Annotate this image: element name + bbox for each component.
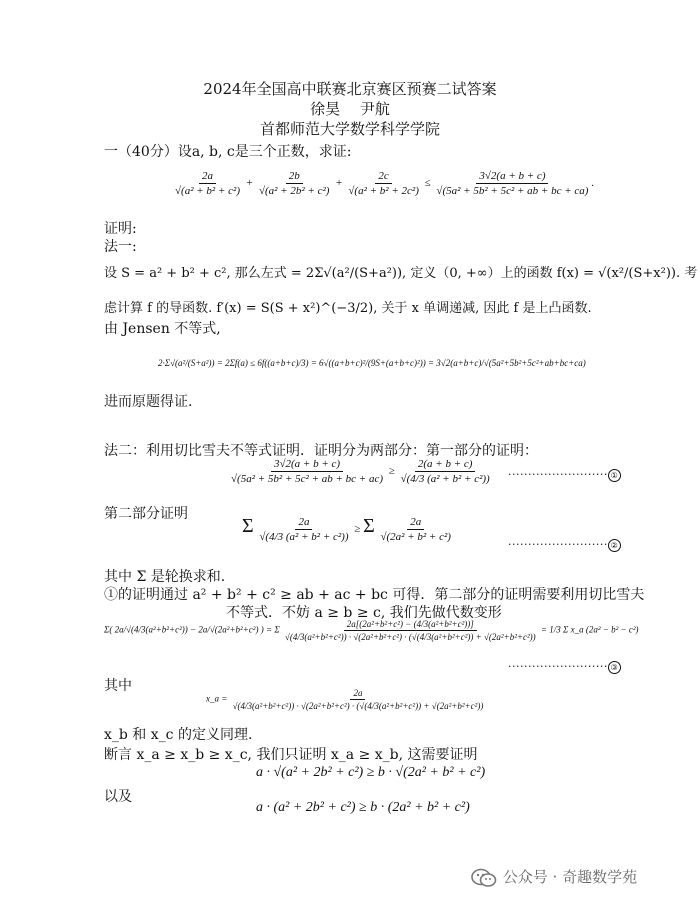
claim: 断言 x_a ≥ x_b ≥ x_c, 我们只证明 x_a ≥ x_b, 这需要证明 (104, 747, 478, 763)
watermark-text: 公众号 · 奇趣数学苑 (502, 868, 638, 886)
leader-dots-2: ························· ② (508, 538, 621, 552)
method1-line2: 虑计算 f 的导函数. f′(x) = S(S + x²)^(−3/2), 关于 x 单调递减, 因此 f 是上凸函数. (104, 301, 592, 316)
main-inequality: $\frac{2a}{\text{√(a² + b² + c²)}}$ + $\frac{2b}{\text{√(a² + 2b² + c²)}}$ + $\frac{2c}{\text{√(a² + b² + 2c²)}}$ ≤ $\frac{3√2(a + b + c)}{\text{√(5a² + 5b² + 5c² + ab + bc + ca)}}$ . (172, 170, 594, 197)
part1-rhs-den: √(4/3 (a² + b² + c²)) (400, 473, 490, 485)
marker-2: ② (608, 539, 621, 552)
part1-rhs-num: 2(a + b + c) (415, 458, 476, 472)
method2-intro: 法二：利用切比雪夫不等式证明．证明分为两部分：第一部分的证明： (104, 443, 538, 459)
part2-rhs-num: 2a (407, 516, 424, 530)
lhs1-den: √(a² + b² + c²) (175, 185, 240, 197)
problem-statement: 一（40分）设a, b, c是三个正数，求证: (104, 144, 352, 160)
where-label: 其中 (104, 678, 132, 694)
xa-den: √(4/3(a²+b²+c²)) · √(2a²+b²+c²) · (√(4/3(a²+b²+c²)) + √(2a²+b²+c²)) (232, 701, 484, 711)
lhs2-den: √(a² + 2b² + c²) (258, 185, 330, 197)
need-inequality-2: a · (a² + 2b² + c²) ≥ b · (2a² + b² + c²) (256, 800, 470, 815)
part2-lhs-num: 2a (295, 516, 312, 530)
leader-dots-3: ························· ③ (508, 660, 621, 674)
part2-lhs-den: √(4/3 (a² + b² + c²)) (259, 530, 349, 543)
sum-note: 其中 Σ 是轮换求和. (104, 569, 226, 585)
xa-num: 2a (350, 688, 365, 700)
part2-label: 第二部分证明 (104, 506, 188, 522)
transform-lhs: Σ( 2a/√(4/3(a²+b²+c²)) − 2a/√(2a²+b²+c²) ) = Σ (104, 624, 280, 635)
wechat-icon (470, 867, 498, 889)
proof-label: 证明: (104, 221, 137, 237)
method1-label: 法一: (104, 239, 137, 255)
xb-xc-note: x_b 和 x_c 的定义同理. (104, 727, 253, 743)
marker-1: ① (608, 469, 621, 482)
method1-chain: 2·Σ√(a²/(S+a²)) = 2Σf(a) ≤ 6f((a+b+c)/3) = 6√((a+b+c)²/(9S+(a+b+c)²)) = 3√2(a+b+c)/√(5a²+5b²+5c²+ab+bc+ca) (158, 358, 586, 368)
lhs2-num: 2b (286, 170, 303, 184)
transform-mid-num: 2a[(2a²+b²+c²) − (4/3(a²+b²+c²))] (344, 619, 477, 631)
xa-definition (206, 688, 486, 711)
wlog-note: 不等式．不妨 a ≥ b ≥ c, 我们先做代数变形 (226, 605, 502, 621)
transform-equation (104, 619, 639, 642)
part1-inequality: $\frac{3√2(a + b + c)}{\text{√(5a² + 5b² + 5c² + ab + bc + ac)}}$ ≥ $\frac{2(a + b + c)}{\text{√(4/3 (a² + b² + c²))}}$ (228, 458, 493, 485)
transform-mid-den: √(4/3(a²+b²+c²)) · √(2a²+b²+c²) · (√(4/3(a²+b²+c²)) + √(2a²+b²+c²)) (284, 632, 536, 642)
rhs-num: 3√2(a + b + c) (476, 170, 548, 184)
rhs-den: √(5a² + 5b² + 5c² + ab + bc + ca) (436, 185, 589, 197)
lhs1-num: 2a (199, 170, 216, 184)
transform-rhs: = 1/3 Σ x_a (2a² − b² − c²) (540, 624, 639, 635)
part1-lhs-den: √(5a² + 5b² + 5c² + ab + bc + ac) (231, 473, 384, 485)
method1-end: 进而原题得证. (104, 394, 193, 410)
proof1-note: ①的证明通过 a² + b² + c² ≥ ab + ac + bc 可得．第二部分的证明需要利用切比雪夫 (104, 587, 645, 603)
affiliation: 首都师范大学数学科学学院 (259, 120, 440, 138)
xa-lhs: x_a = (206, 693, 228, 704)
and-label: 以及 (104, 789, 132, 805)
need-inequality-1: a · √(a² + 2b² + c²) ≥ b · √(2a² + b² + c²) (256, 765, 486, 780)
part2-rhs-den: √(2a² + b² + c²) (380, 530, 451, 543)
authors: 徐昊 尹航 (310, 100, 390, 118)
method1-line3: 由 Jensen 不等式, (104, 321, 221, 337)
watermark (470, 866, 637, 889)
part1-lhs-num: 3√2(a + b + c) (271, 458, 343, 472)
page-title: 2024年全国高中联赛北京赛区预赛二试答案 (203, 80, 497, 98)
part2-inequality: Σ $\frac{2a}{\text{√(4/3 (a² + b² + c²))}}$ ≥ Σ $\frac{2a}{\text{√(2a² + b² + c²)}}$ (242, 515, 454, 543)
method1-line1: 设 S = a² + b² + c², 那么左式 = 2Σ√(a²/(S+a²)), 定义（0, +∞）上的函数 f(x) = √(x²/(S+x²)). 考 (104, 266, 698, 281)
marker-3: ③ (608, 661, 621, 674)
lhs3-den: √(a² + b² + 2c²) (348, 185, 419, 197)
leader-dots-1: ························· ① (508, 468, 621, 482)
lhs3-num: 2c (375, 170, 391, 184)
